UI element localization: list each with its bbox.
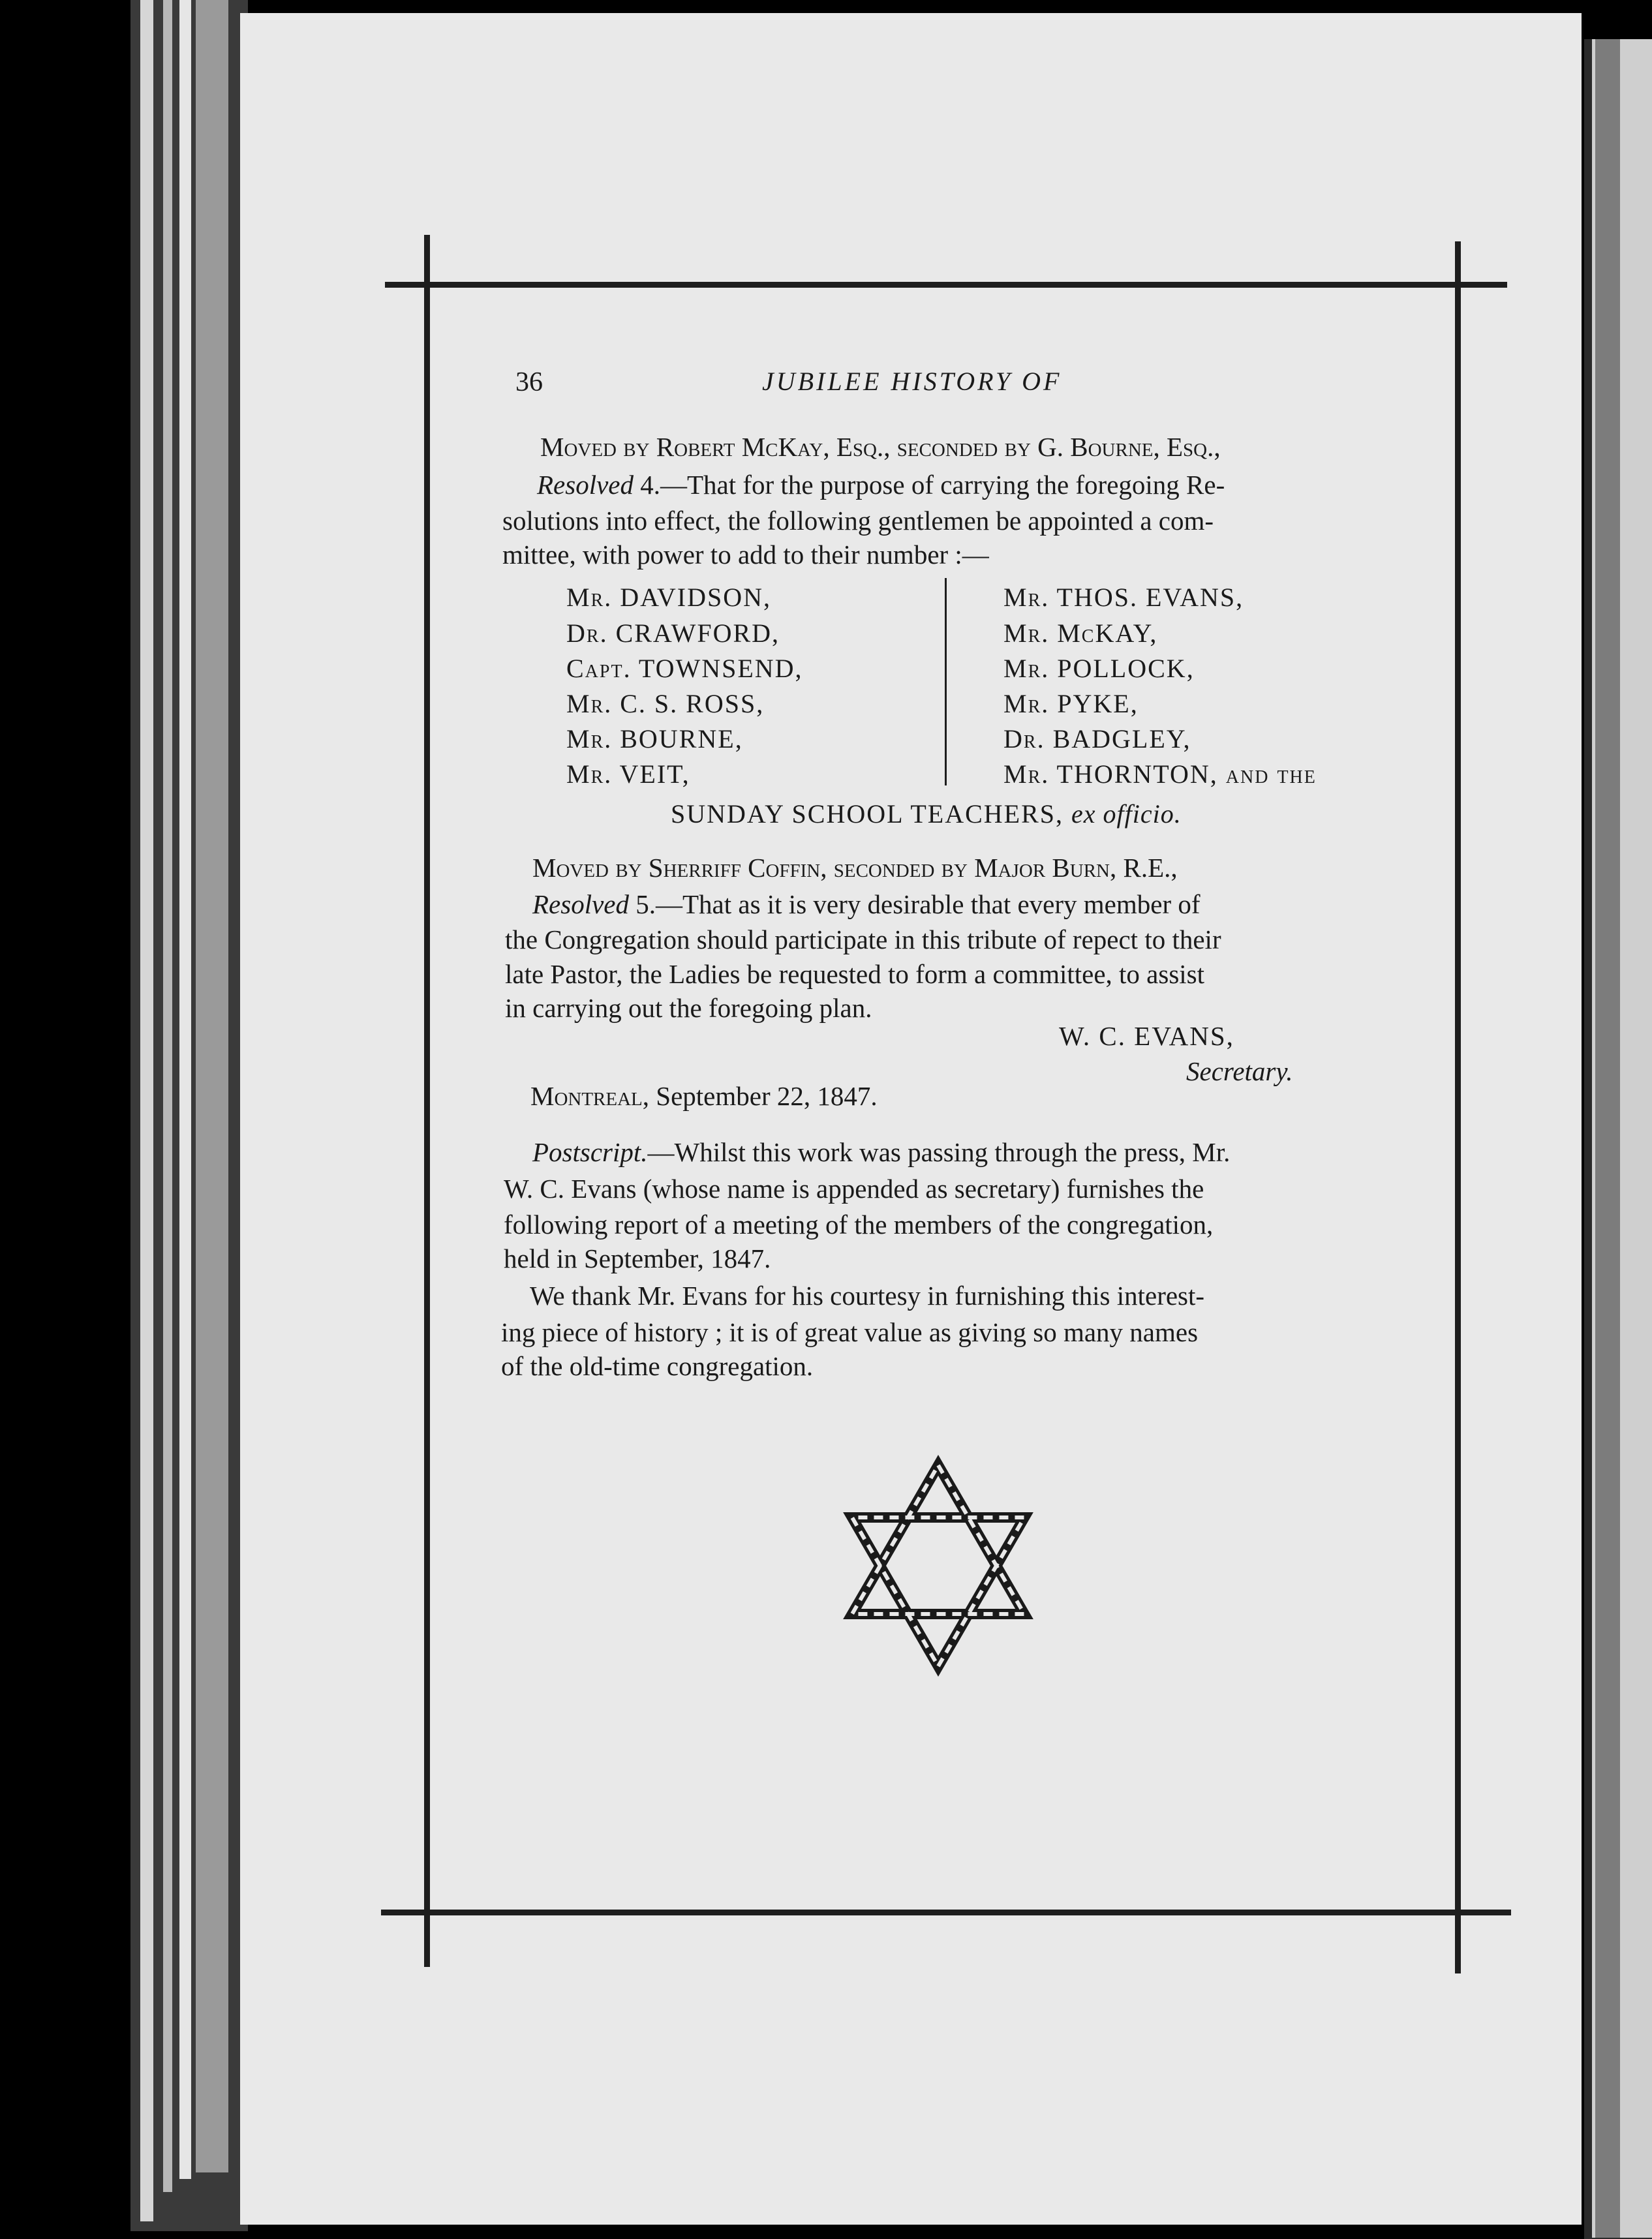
frame-bottom-rule (381, 1910, 1511, 1915)
postscript-line-2: W. C. Evans (whose name is appended as secretary) furnishes the (504, 1174, 1204, 1204)
facing-page-shadow (1595, 39, 1620, 2238)
postscript-line-1 (532, 1139, 1230, 1166)
page-edge (140, 0, 153, 2221)
committee-left-6: Mr. VEIT, (566, 759, 690, 789)
motion-5-line-2: the Congregation should participate in this tribute of repect to their (505, 924, 1221, 954)
motion-5-line-1-text: 5.—That as it is very desirable that every member of (628, 889, 1201, 919)
motion-4-line-3: mittee, with power to add to their number :— (502, 540, 989, 570)
motion-5-moved: Moved by Sherriff Coffin, seconded by Major Burn, R.E., (532, 853, 1178, 883)
dateline (530, 1083, 878, 1110)
page-edge (163, 0, 172, 2192)
resolved-label: Resolved (537, 470, 634, 500)
frame-top-rule (385, 282, 1507, 288)
page-number: 36 (515, 367, 543, 397)
closing-line-1: We thank Mr. Evans for his courtesy in furnishing this interest- (530, 1281, 1205, 1311)
sunday-school-teachers (671, 801, 1182, 827)
running-head: JUBILEE HISTORY OF (762, 367, 1062, 396)
committee-left-5: Mr. BOURNE, (566, 724, 743, 754)
committee-right-4: Mr. PYKE, (1003, 689, 1139, 718)
teachers-label: SUNDAY SCHOOL TEACHERS, (671, 799, 1064, 829)
ex-officio: ex officio. (1071, 799, 1182, 829)
resolved-label: Resolved (532, 889, 629, 919)
page-edge (179, 0, 191, 2179)
committee-right-1: Mr. THOS. EVANS, (1003, 583, 1244, 612)
page-edge (196, 0, 228, 2172)
postscript-line-1-text: —Whilst this work was passing through the press, Mr. (647, 1137, 1231, 1167)
committee-right-2: Mr. McKAY, (1003, 618, 1158, 648)
committee-right-3: Mr. POLLOCK, (1003, 654, 1195, 683)
signature-title: Secretary. (1186, 1056, 1293, 1086)
frame-left-rule (424, 235, 430, 1967)
dateline-place: Montreal, (530, 1081, 650, 1111)
committee-right-6: Mr. THORNTON, and the (1003, 759, 1317, 789)
committee-right-5: Dr. BADGLEY, (1003, 724, 1191, 754)
star-of-david-ornament-icon (834, 1455, 1043, 1677)
motion-4-line-1 (537, 472, 1225, 498)
motion-4-line-2: solutions into effect, the following gentlemen be appointed a com- (502, 506, 1214, 536)
signature-name: W. C. EVANS, (1059, 1021, 1234, 1051)
committee-left-2: Dr. CRAWFORD, (566, 618, 780, 648)
postscript-line-4: held in September, 1847. (504, 1243, 771, 1273)
closing-line-2: ing piece of history ; it is of great value as giving so many names (501, 1317, 1199, 1347)
committee-left-4: Mr. C. S. ROSS, (566, 689, 765, 718)
book-page (240, 13, 1582, 2225)
frame-right-rule (1455, 241, 1461, 1973)
motion-4-moved: Moved by Robert McKay, Esq., seconded by G. Bourne, Esq., (540, 432, 1221, 462)
postscript-label: Postscript. (532, 1137, 648, 1167)
committee-left-3: Capt. TOWNSEND, (566, 654, 803, 683)
motion-4-line-1-text: 4.—That for the purpose of carrying the foregoing Re- (633, 470, 1225, 500)
closing-line-3: of the old-time congregation. (501, 1351, 814, 1381)
dateline-date: September 22, 1847. (649, 1081, 878, 1111)
motion-5-line-3: late Pastor, the Ladies be requested to form a committee, to assist (505, 959, 1205, 989)
column-divider (945, 578, 947, 785)
committee-left-1: Mr. DAVIDSON, (566, 583, 771, 612)
motion-5-line-4: in carrying out the foregoing plan. (505, 993, 872, 1023)
motion-5-line-1 (532, 891, 1201, 918)
postscript-line-3: following report of a meeting of the members of the congregation, (504, 1210, 1214, 1240)
